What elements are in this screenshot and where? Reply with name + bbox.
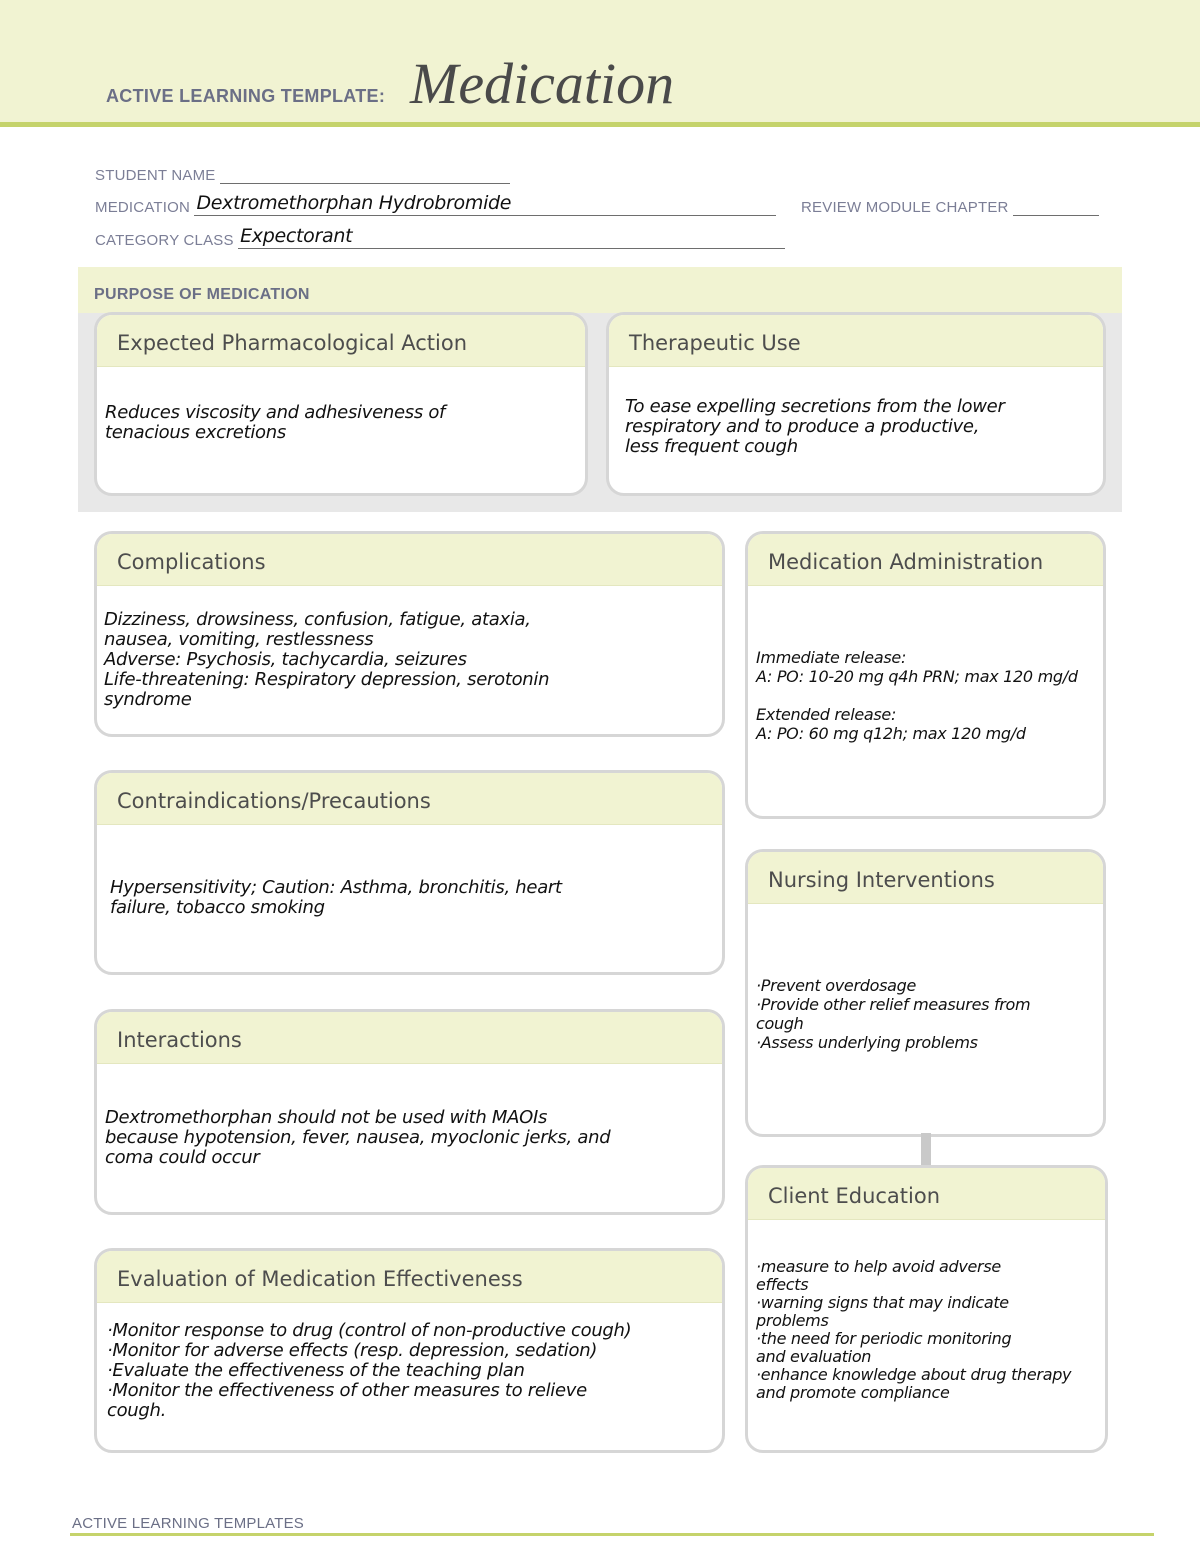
footer-text: ACTIVE LEARNING TEMPLATES [72,1515,304,1532]
client-education-card [745,1165,1108,1453]
administration-card [745,531,1106,819]
client-education-title: Client Education [748,1168,1105,1220]
expected-action-text[interactable]: Reduces viscosity and adhesiveness of tenacious excretions [105,402,446,443]
medication-line[interactable] [194,192,776,216]
category-class-line[interactable] [238,225,785,249]
nursing-card [745,849,1106,1137]
complications-text[interactable]: Dizziness, drowsiness, confusion, fatigue, ataxia, nausea, vomiting, restlessness Adverse: Psychosis, tachycardia, seizures Life-threatening: Respiratory depression, serotonin syndrome [104,609,550,710]
interactions-text[interactable]: Dextromethorphan should not be used with MAOIs because hypotension, fever, nausea, myoclonic jerks, and coma could occur [105,1107,611,1168]
therapeutic-use-text[interactable]: To ease expelling secretions from the lower respiratory and to produce a productive, less frequent cough [625,396,1005,457]
footer-divider [70,1533,1154,1536]
expected-action-title: Expected Pharmacological Action [97,315,585,367]
student-name-line[interactable] [220,165,510,184]
evaluation-text[interactable]: ·Monitor response to drug (control of non-productive cough) ·Monitor for adverse effects (resp. depression, sedation) ·Evaluate the effectiveness of the teaching plan ·Monitor the effectiveness of other measures to relieve cough. [107,1320,632,1421]
medication-field[interactable] [95,192,776,216]
evaluation-title: Evaluation of Medication Effectiveness [97,1251,722,1303]
page-title: Medication [410,51,675,116]
header-divider [0,122,1200,127]
client-education-text[interactable]: ·measure to help avoid adverse effects ·warning signs that may indicate problems ·the need for periodic monitoring and evaluation ·enhance knowledge about drug therapy and promote compliance [756,1257,1072,1402]
student-name-field[interactable] [95,165,510,184]
nursing-title: Nursing Interventions [748,852,1103,904]
expected-action-card [94,312,588,496]
category-class-field[interactable] [95,225,785,249]
template-label: ACTIVE LEARNING TEMPLATE: [106,86,386,106]
interactions-card [94,1009,725,1215]
complications-card [94,531,725,737]
medication-value: Dextromethorphan Hydrobromide [196,192,512,214]
interactions-title: Interactions [97,1012,722,1064]
evaluation-card [94,1248,725,1453]
student-name-label: STUDENT NAME [95,167,216,184]
administration-title: Medication Administration [748,534,1103,586]
nursing-text[interactable]: ·Prevent overdosage ·Provide other relief measures from cough ·Assess underlying problems [756,976,1031,1052]
purpose-label: PURPOSE OF MEDICATION [94,286,310,303]
administration-text[interactable]: Immediate release: A: PO: 10-20 mg q4h PRN; max 120 mg/d Extended release: A: PO: 60 mg q12h; max 120 mg/d [756,648,1078,743]
card-connector [921,1133,931,1167]
category-class-value: Expectorant [240,225,353,247]
contraindications-text[interactable]: Hypersensitivity; Caution: Asthma, bronchitis, heart failure, tobacco smoking [110,877,562,918]
category-class-label: CATEGORY CLASS [95,232,234,249]
therapeutic-use-card [606,312,1106,496]
review-module-line[interactable] [1013,197,1099,216]
review-module-label: REVIEW MODULE CHAPTER [801,199,1009,216]
therapeutic-use-title: Therapeutic Use [609,315,1103,367]
medication-label: MEDICATION [95,199,191,216]
review-module-field[interactable] [801,197,1099,216]
complications-title: Complications [97,534,722,586]
contraindications-title: Contraindications/Precautions [97,773,722,825]
contraindications-card [94,770,725,975]
